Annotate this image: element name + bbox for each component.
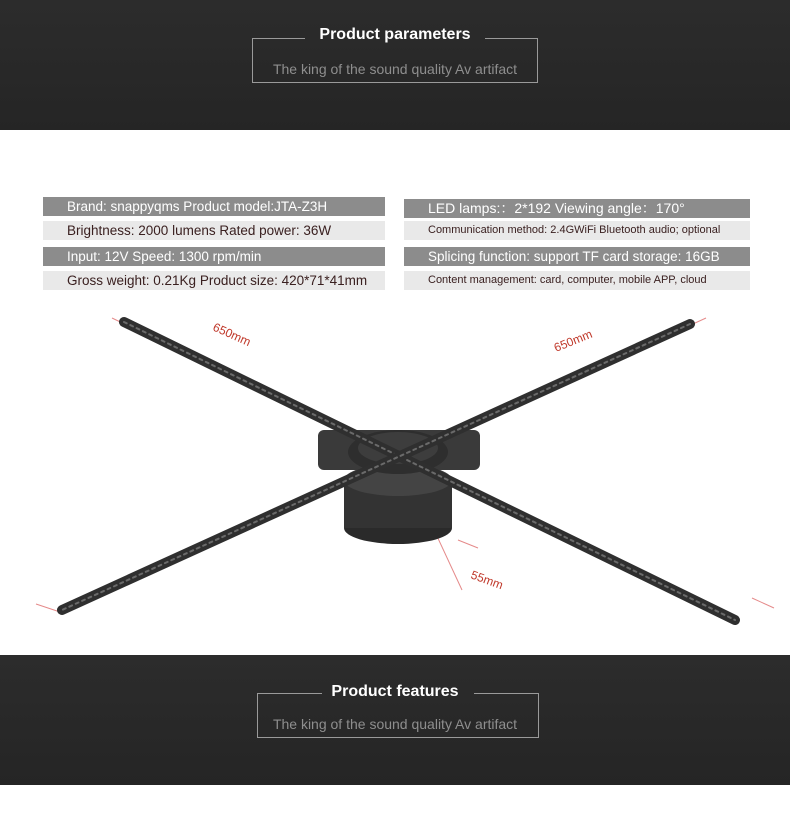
- features-subtitle: The king of the sound quality Av artifact: [272, 716, 518, 732]
- spec-brand-model: Brand: snappyqms Product model:JTA-Z3H: [43, 197, 385, 216]
- hologram-fan-illustration: [0, 300, 790, 650]
- spec-input-speed: Input: 12V Speed: 1300 rpm/min: [43, 247, 385, 266]
- spec-content-management: Content management: card, computer, mobile APP, cloud: [404, 271, 750, 290]
- right-arm-dimension: 650mm: [551, 326, 595, 355]
- section-title: Product parameters: [319, 26, 471, 43]
- spec-splicing-tf: Splicing function: support TF card storage: 16GB: [404, 247, 750, 266]
- left-arm-dimension: 650mm: [210, 319, 254, 350]
- spec-led-angle: LED lamps:：2*192 Viewing angle：170°: [404, 199, 750, 218]
- hub-dimension: 55mm: [468, 567, 506, 593]
- features-title: Product features: [331, 683, 459, 700]
- section-subtitle: The king of the sound quality Av artifact: [272, 61, 518, 77]
- spec-weight-size: Gross weight: 0.21Kg Product size: 420*71*41mm: [43, 271, 385, 290]
- spec-brightness-power: Brightness: 2000 lumens Rated power: 36W: [43, 221, 385, 240]
- spec-communication: Communication method: 2.4GWiFi Bluetooth audio; optional: [404, 221, 750, 240]
